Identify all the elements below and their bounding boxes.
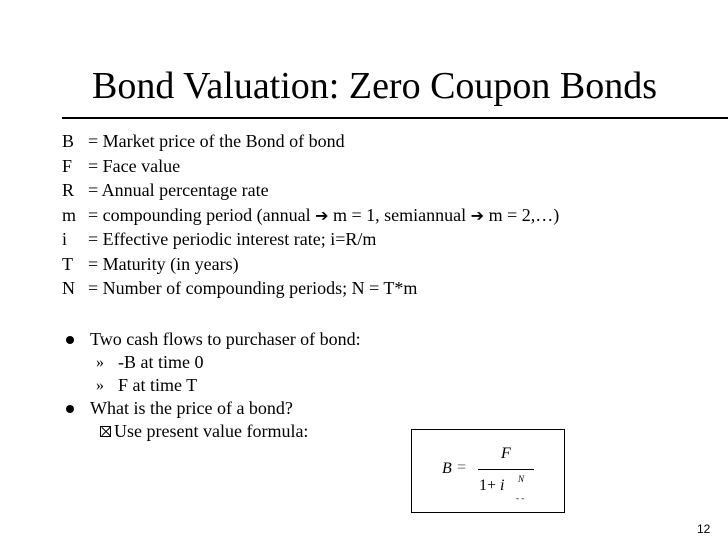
formula-one: 1	[479, 477, 487, 494]
sub-bullet-text: -B at time 0	[118, 352, 204, 372]
formula-plus: +	[487, 477, 497, 494]
definition-text-part: = compounding period (annual	[88, 204, 316, 225]
right-arrow-icon: ➔	[315, 205, 329, 225]
formula-numerator: F	[501, 445, 511, 462]
formula-equals: =	[457, 459, 467, 476]
definition-symbol: T	[62, 253, 73, 274]
definition-symbol: B	[62, 131, 75, 151]
definition-symbol: i	[62, 229, 68, 249]
definition-text: = Market price of the Bond of bond	[88, 131, 345, 151]
definition-text-part: m = 2,…)	[484, 204, 560, 225]
sub-bullet-text: F at time T	[118, 375, 198, 395]
title-divider	[62, 117, 728, 119]
definition-text	[88, 203, 559, 229]
formula-denominator	[479, 477, 504, 495]
definition-text: = Number of compounding periods; N = T*m	[88, 278, 418, 298]
bullet-dot-icon	[66, 405, 74, 413]
definition-text: = Maturity (in years)	[88, 253, 239, 274]
bullet-text: Two cash flows to purchaser of bond:	[90, 329, 361, 349]
sub-bullet-marker-icon: »	[96, 354, 104, 371]
formula-lhs: B	[442, 460, 452, 477]
formula-exponent: N	[518, 474, 525, 484]
definition-symbol: m	[62, 204, 77, 225]
bullet-text: What is the price of a bond?	[90, 398, 293, 418]
bullet-dot-icon	[66, 336, 74, 344]
definition-symbol: F	[62, 155, 73, 176]
fraction-bar	[478, 469, 534, 470]
definition-text-part: m = 1, semiannual	[328, 204, 471, 225]
sub-bullet-text: Use present value formula:	[114, 421, 309, 441]
formula-box	[411, 429, 565, 513]
definition-text: = Face value	[88, 155, 181, 176]
right-arrow-icon: ➔	[470, 205, 485, 225]
formula-rate: i	[500, 477, 505, 494]
definition-text: = Annual percentage rate	[88, 180, 269, 200]
definition-text: = Effective periodic interest rate; i=R/m	[88, 229, 377, 249]
formula-tick: - -	[516, 493, 525, 503]
sub-bullet-marker-icon: »	[96, 377, 104, 394]
definition-symbol: R	[62, 180, 75, 200]
slide-title: Bond Valuation: Zero Coupon Bonds	[92, 65, 658, 107]
page-number: 12	[697, 522, 711, 536]
definition-symbol: N	[62, 278, 75, 298]
x-box-bullet-icon	[100, 426, 111, 437]
